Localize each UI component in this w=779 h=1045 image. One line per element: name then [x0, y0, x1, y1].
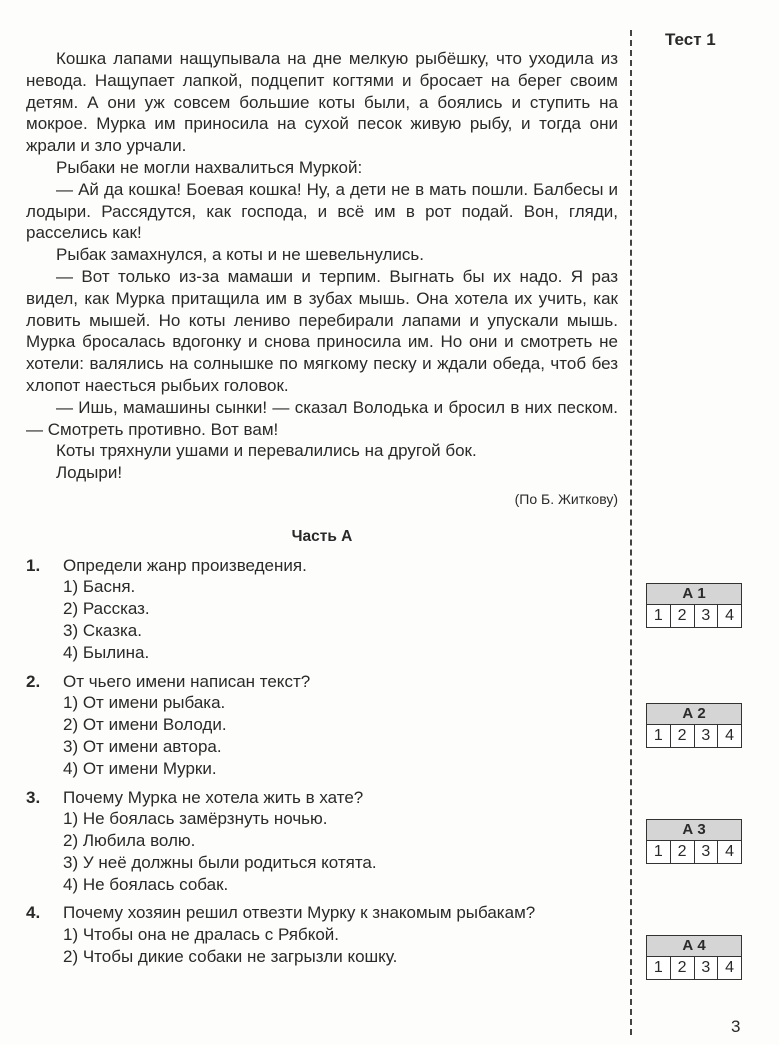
answer-option: 3) От имени автора. [63, 736, 222, 756]
answer-option: 4) Не боялась собак. [63, 874, 229, 894]
answer-cell-4[interactable]: 4 [725, 727, 735, 744]
answer-cell-3[interactable]: 3 [695, 841, 719, 863]
question-number: 2. [26, 671, 41, 691]
answer-cell-2[interactable]: 2 [671, 841, 695, 863]
story-paragraph: — Вот только из-за мамаши и терпим. Выгнать бы их надо. Я раз видел, как Мурка притащила им в зубах мышь. Она хотела их учить, как ловить мышей. Но коты лениво перебирали лапами и упускали мышь. Мурка бросалась вдогонку и снова приносила им. Но они и смотреть не хотели: валялись на солнышке по мягкому песку и ждали обеда, чтоб без хлопот наесться рыбьих головок. [26, 266, 618, 395]
answer-option: 1) Чтобы она не дралась с Рябкой. [63, 925, 340, 945]
answer-box-label: А 2 [647, 704, 741, 725]
question-1 [26, 555, 618, 664]
answer-cell-1[interactable]: 1 [647, 957, 671, 979]
answer-option: 4) Былина. [63, 642, 150, 662]
answer-cell-1[interactable]: 1 [647, 841, 671, 863]
answer-option: 2) Чтобы дикие собаки не загрызли кошку. [63, 947, 398, 967]
question-text: Определи жанр произведения. [63, 555, 307, 575]
story-paragraph: Рыбак замахнулся, а коты и не шевельнулись. [56, 245, 425, 265]
answer-cell-4[interactable]: 4 [725, 607, 735, 624]
answer-option: 2) Любила волю. [63, 831, 196, 851]
question-2 [26, 671, 618, 780]
answer-box-a2 [646, 703, 742, 748]
answer-option: 1) От имени рыбака. [63, 693, 226, 713]
story-paragraph: Кошка лапами нащупывала на дне мелкую рыбёшку, что уходила из невода. Нащупает лапкой, подцепит когтями и бросает на берег своим детям. А они уж совсем большие коты были, а боялись и ступить на мокрое. Мурка им приносила на сухой песок живую рыбу, и тогда они жрали и зло урчали. [26, 49, 618, 156]
answer-cell-1[interactable]: 1 [647, 725, 671, 747]
question-3 [26, 787, 618, 896]
question-text: Почему хозяин решил отвезти Мурку к знакомым рыбакам? [63, 903, 536, 923]
answer-cell-4[interactable]: 4 [725, 843, 735, 860]
answer-box-a3 [646, 819, 742, 864]
story-paragraph: Лодыри! [56, 463, 123, 483]
question-number: 3. [26, 787, 41, 807]
answer-option: 2) Рассказ. [63, 599, 150, 619]
story-paragraph: — Ишь, мамашины сынки! — сказал Володька и бросил в них песком. — Смотреть противно. Вот вам! [26, 397, 618, 439]
story-source: (По Б. Житкову) [514, 490, 618, 507]
answer-box-a4 [646, 935, 742, 980]
answer-box-label: А 1 [647, 584, 741, 605]
answer-option: 1) Не боялась замёрзнуть ночью. [63, 809, 328, 829]
answer-cell-1[interactable]: 1 [647, 605, 671, 627]
question-text: Почему Мурка не хотела жить в хате? [63, 787, 364, 807]
story-paragraph: Рыбаки не могли нахвалиться Муркой: [56, 157, 363, 177]
page-number: 3 [731, 1017, 741, 1036]
answer-cell-2[interactable]: 2 [671, 725, 695, 747]
answer-box-label: А 4 [647, 936, 741, 957]
answer-cell-3[interactable]: 3 [695, 725, 719, 747]
cut-line-divider [630, 30, 632, 1035]
part-a-title: Часть А [291, 527, 353, 545]
answer-cell-2[interactable]: 2 [671, 605, 695, 627]
question-text: От чьего имени написан текст? [63, 671, 311, 691]
answer-cell-2[interactable]: 2 [671, 957, 695, 979]
answer-cell-3[interactable]: 3 [695, 957, 719, 979]
main-content [26, 48, 618, 968]
answer-option: 3) У неё должны были родиться котята. [63, 852, 377, 872]
question-4 [26, 902, 618, 967]
answer-option: 4) От имени Мурки. [63, 758, 217, 778]
test-title: Тест 1 [665, 30, 716, 49]
question-number: 1. [26, 555, 41, 575]
answer-option: 3) Сказка. [63, 620, 142, 640]
question-number: 4. [26, 903, 41, 923]
answer-cell-4[interactable]: 4 [725, 959, 735, 976]
answer-box-a1 [646, 583, 742, 628]
story-paragraph: Коты тряхнули ушами и перевалились на другой бок. [56, 441, 477, 461]
answer-box-label: А 3 [647, 820, 741, 841]
answer-cell-3[interactable]: 3 [695, 605, 719, 627]
answer-option: 2) От имени Володи. [63, 715, 227, 735]
answer-option: 1) Басня. [63, 577, 136, 597]
story-paragraph: — Ай да кошка! Боевая кошка! Ну, а дети не в мать пошли. Балбесы и лодыри. Рассядутся, как господа, и всё им в рот подай. Вон, гляди, расселись как! [26, 179, 618, 243]
